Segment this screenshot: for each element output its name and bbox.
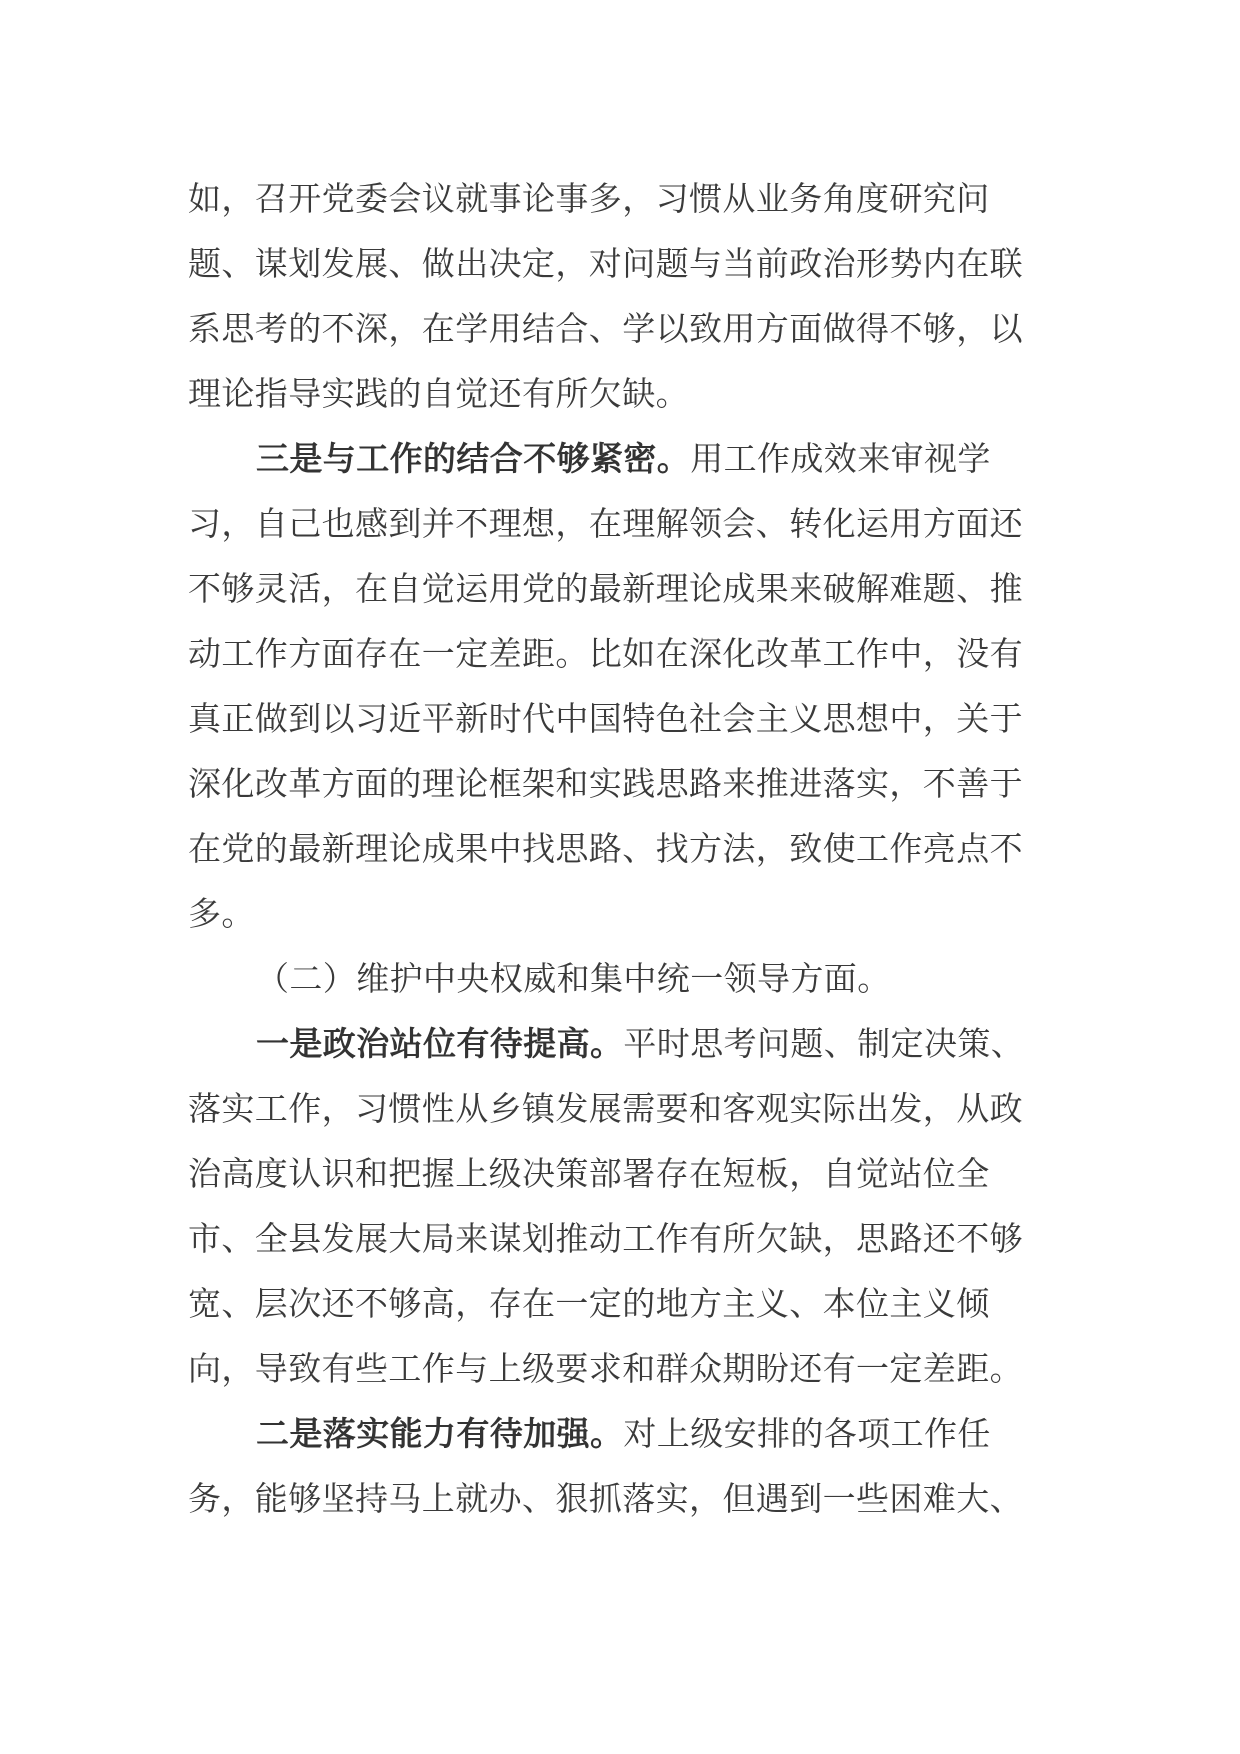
paragraph-work-integration (188, 426, 1028, 946)
section-title: （二）维护中央权威和集中统一领导方面。 (256, 959, 891, 998)
text-line: 理论指导实践的自觉还有所欠缺。 (188, 374, 689, 413)
paragraph-implementation-ability (188, 1401, 1028, 1531)
text-line: 务，能够坚持马上就办、狠抓落实，但遇到一些困难大、 (188, 1479, 1023, 1518)
text-line: 在党的最新理论成果中找思路、找方法，致使工作亮点不 (188, 829, 1023, 868)
text-line: 系思考的不深，在学用结合、学以致用方面做得不够，以 (188, 309, 1023, 348)
text-line (188, 426, 1028, 491)
paragraph-study-application (188, 166, 1028, 426)
text-line: 真正做到以习近平新时代中国特色社会主义思想中，关于 (188, 699, 1023, 738)
text-line: 多。 (188, 894, 255, 933)
text-line: 落实工作，习惯性从乡镇发展需要和客观实际出发，从政 (188, 1089, 1023, 1128)
text-line: 题、谋划发展、做出决定，对问题与当前政治形势内在联 (188, 244, 1023, 283)
text-line (188, 1401, 1028, 1466)
text-line: 动工作方面存在一定差距。比如在深化改革工作中，没有 (188, 634, 1023, 673)
text-line: 习，自己也感到并不理想，在理解领会、转化运用方面还 (188, 504, 1023, 543)
text-run: 用工作成效来审视学 (690, 439, 991, 478)
document-body (188, 166, 1028, 1531)
text-line: 治高度认识和把握上级决策部署存在短板，自觉站位全 (188, 1154, 990, 1193)
text-run: 平时思考问题、制定决策、 (623, 1024, 1025, 1063)
text-line: 市、全县发展大局来谋划推动工作有所欠缺，思路还不够 (188, 1219, 1023, 1258)
text-line (188, 1011, 1028, 1076)
paragraph-heading: 三是与工作的结合不够紧密。 (256, 439, 691, 478)
text-line: 宽、层次还不够高，存在一定的地方主义、本位主义倾 (188, 1284, 990, 1323)
text-line: 深化改革方面的理论框架和实践思路来推进落实，不善于 (188, 764, 1023, 803)
paragraph-heading: 一是政治站位有待提高。 (256, 1024, 624, 1063)
text-line: 不够灵活，在自觉运用党的最新理论成果来破解难题、推 (188, 569, 1023, 608)
text-line: 向，导致有些工作与上级要求和群众期盼还有一定差距。 (188, 1349, 1023, 1388)
paragraph-political-stance (188, 1011, 1028, 1401)
text-line: 如，召开党委会议就事论事多，习惯从业务角度研究问 (188, 179, 990, 218)
paragraph-heading: 二是落实能力有待加强。 (256, 1414, 624, 1453)
text-run: 对上级安排的各项工作任 (623, 1414, 991, 1453)
